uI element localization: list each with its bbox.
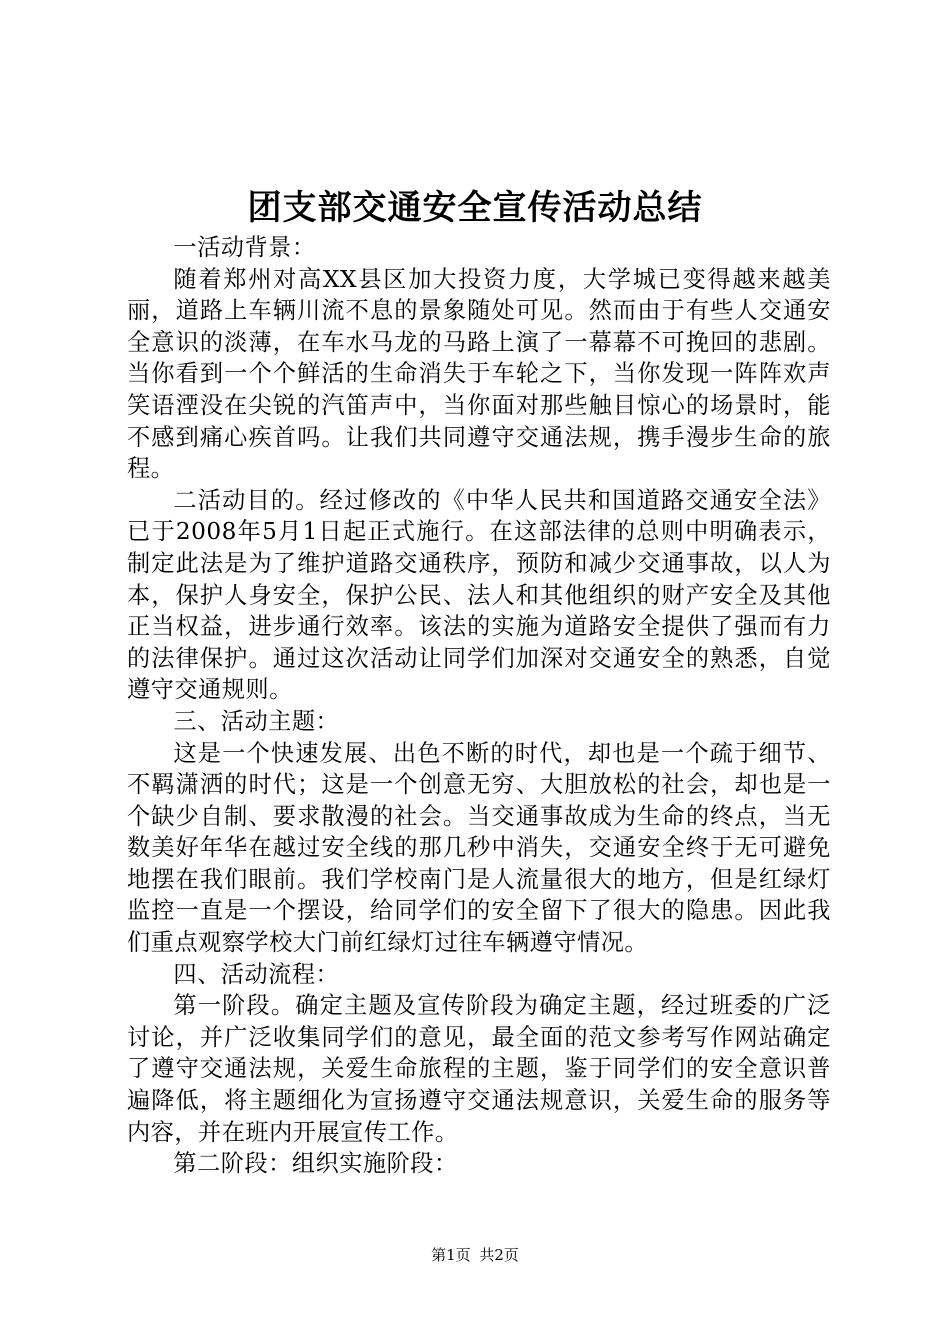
section-heading-process: 四、活动流程： — [173, 960, 340, 988]
section-heading-theme: 三、活动主题： — [173, 707, 340, 735]
section-heading-background: 一活动背景： — [173, 234, 316, 261]
paragraph-background: 随着郑州对高XX县区加大投资力度，大学城已变得越来越美丽，道路上车辆川流不息的景象随处可见。然而由于有些人交通安全意识的淡薄，在车水马龙的马路上演了一幕幕不可挽回的悲剧。当你看到一个个鲜活的生命消失于车轮之下，当你发现一阵阵欢声笑语湮没在尖锐的汽笛声中，当你面对那些触目惊心的场景时，能不感到痛心疾首吗。让我们共同遵守交通法规，携手漫步生命的旅程。 — [127, 265, 831, 483]
page-number: 第1页 — [431, 1246, 471, 1264]
paragraph-purpose: 二活动目的。经过修改的《中华人民共和国道路交通安全法》已于2008年5月1日起正式施行。在这部法律的总则中明确表示，制定此法是为了维护道路交通秩序，预防和减少交通事故，以人为本，保护人身安全，保护公民、法人和其他组织的财产安全及其他正当权益，进步通行效率。该法的实施为道路安全提供了强而有力的法律保护。通过这次活动让同学们加深对交通安全的熟悉，自觉遵守交通规则。 — [127, 486, 831, 704]
page-total: 共2页 — [479, 1246, 519, 1264]
paragraph-stage-one: 第一阶段。确定主题及宣传阶段为确定主题，经过班委的广泛讨论，并广泛收集同学们的意见，最全面的范文参考写作网站确定了遵守交通法规，关爱生命旅程的主题，鉴于同学们的安全意识普遍降低，将主题细化为宣扬遵守交通法规意识，关爱生命的服务等内容，并在班内开展宣传工作。 — [127, 992, 831, 1146]
paragraph-stage-two: 第二阶段：组织实施阶段： — [173, 1150, 458, 1178]
document-body — [127, 232, 831, 1180]
page-footer — [0, 1245, 950, 1265]
paragraph-theme: 这是一个快速发展、出色不断的时代，却也是一个疏于细节、不羁潇洒的时代；这是一个创意无穷、大胆放松的社会，却也是一个缺少自制、要求散漫的社会。当交通事故成为生命的终点，当无数美好年华在越过安全线的那几秒中消失，交通安全终于无可避免地摆在我们眼前。我们学校南门是人流量很大的地方，但是红绿灯监控一直是一个摆设，给同学们的安全留下了很大的隐患。因此我们重点观察学校大门前红绿灯过往车辆遵守情况。 — [127, 739, 831, 957]
page-title: 团支部交通安全宣传活动总结 — [247, 188, 703, 228]
